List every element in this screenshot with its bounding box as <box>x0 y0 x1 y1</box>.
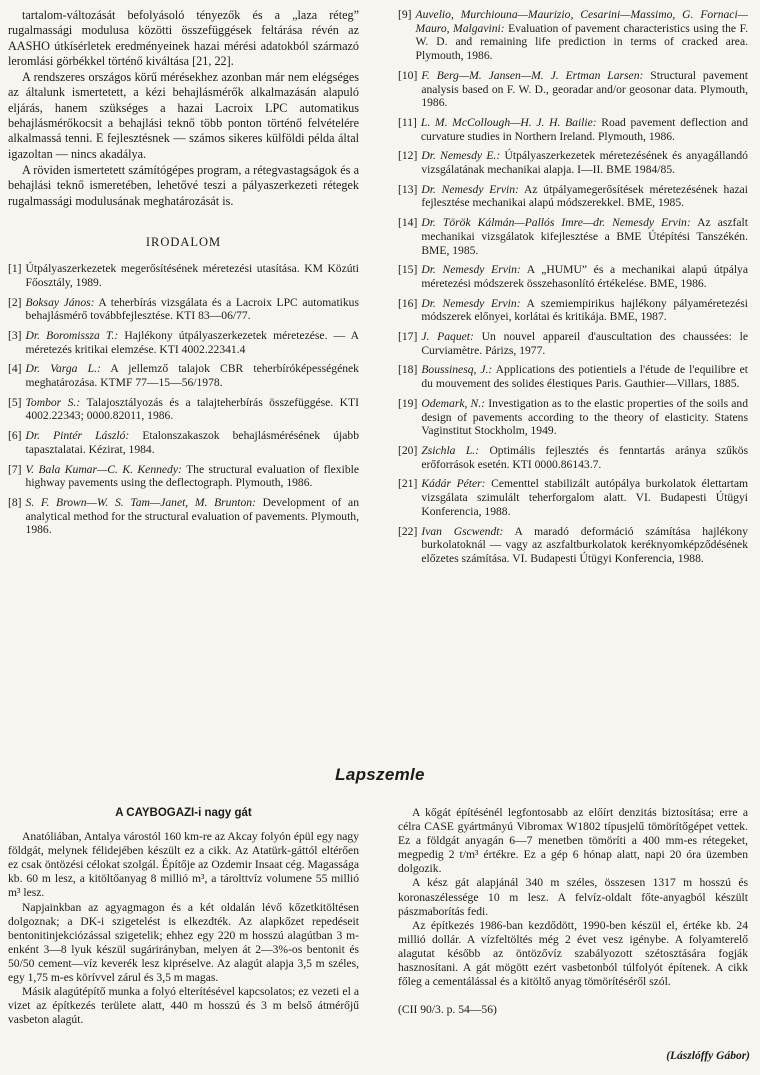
reference-number: [22] <box>398 524 418 538</box>
reference-authors: V. Bala Kumar—C. K. Kennedy: <box>25 462 182 476</box>
paragraph: A rendszeres országos körű mérésekhez azonban már nem elégséges az általunk ismertetett, a kézi behajlásmérők alkalmazásán alapuló eljárás, hanem szükséges a hazai Lacroix LPC automatikus behajlásmérőkocsit a behajlási teknő több ponton történő felvételére alkalmassá tenni. E fejlesztésnek — számos sikeres külföldi példa által igazoltan — nincs akadálya. <box>8 70 359 161</box>
reference-item <box>8 262 359 289</box>
reference-text: Cementtel stabilizált autópálya burkolatok élettartam vizsgálata szimulált teherforgalom alatt. VI. Budapesti Útügyi Konferencia, 1988. <box>421 477 748 518</box>
reference-body <box>26 429 359 456</box>
reference-item <box>398 8 748 63</box>
reference-number: [14] <box>398 216 418 230</box>
paragraph: A kész gát alapjánál 340 m széles, összesen 1317 m hosszú és koronaszélessége 10 m lesz. A felvíz-oldalt főte-anyagból készült pászmaborítás fedi. <box>398 876 748 918</box>
reference-item <box>8 429 359 456</box>
reference-body <box>26 262 359 289</box>
reference-text: The structural evaluation of flexible highway pavements using the deflectograph. Plymouth, 1986. <box>25 462 359 490</box>
reference-item <box>8 463 359 490</box>
reference-item <box>398 216 748 257</box>
reference-number: [2] <box>8 295 22 309</box>
reference-body <box>416 8 748 63</box>
reference-body <box>26 396 359 423</box>
reference-body <box>421 397 748 438</box>
paragraph: tartalom-változását befolyásoló tényezők és a „laza réteg” rugalmassági modulusa közötti összefüggések feltárása révén az AASHO útkísérletek eredményeinek hazai mérési adatokból származó leromlási görbékkel történő kiváltása [21, 22]. <box>8 8 359 68</box>
reference-authors: Dr. Boromissza T.: <box>25 328 119 342</box>
paragraph: Az építkezés 1986-ban kezdődött, 1990-ben készül el, értéke kb. 24 millió dollár. A vízfeltöltés még 2 évet vesz igénybe. A folyamterelő alagutat később az öntözővíz szabályozott szétosztására fogják hasznosítani. A gát mögött ezért vasbetonból túlfolyót építenek. A cikk főleg a cementálással és a kitöltő anyag tömörítéséről szól. <box>398 918 748 989</box>
reference-authors: Tombor S.: <box>25 395 81 409</box>
reference-body <box>421 330 748 357</box>
reference-body <box>26 496 359 537</box>
reference-item <box>398 444 748 471</box>
reference-text: Investigation as to the elastic properties of the soils and design of pavements according to the theory of elasticity. Statens Vaginstitut Stockholm, 1949. <box>421 396 748 438</box>
reference-body <box>421 297 748 324</box>
reference-authors: Dr. Pintér László: <box>25 429 130 443</box>
reference-authors: Ivan Gscwendt: <box>421 524 504 538</box>
reference-number: [18] <box>398 363 418 377</box>
review-right-column <box>398 806 748 1017</box>
reference-item <box>8 496 359 537</box>
reference-number: [6] <box>8 429 22 443</box>
paragraph: A kőgát építésénél legfontosabb az előírt denzitás biztosítása; erre a célra CASE gyártmányú Vibromax W1802 típusjelű tömörítőgépet vettek. Ez a földgát anyagán 6—7 menetben tömöríti a 400 mm-es rétegeket, megpedig 2 t/m³ értékre. Ez a gép 6 hónap alatt, napi 20 óra üzemben dolgozik. <box>398 806 748 876</box>
reference-text: Development of an analytical method for the structural evaluation of pavements. Plymouth, 1986. <box>25 496 359 537</box>
reference-item <box>398 69 748 110</box>
reference-item <box>398 116 748 143</box>
paragraph: Anatóliában, Antalya várostól 160 km-re az Akcay folyón épül egy nagy földgát, melynek félidejében készült ez a cikk. Az Atatürk-gáttól eltérően ez csak öntözési célokat szolgál. Építője az Ozdemir Insaat cég. Magassága kb. 60 m lesz, a kitöltőanyag 8 millió m³, a tárolttvíz volumene 55 millió m³ lesz. <box>8 830 359 900</box>
reference-body <box>421 525 748 566</box>
reference-text: Talajosztályozás és a talajteherbírás összefüggése. KTI 4002.22343; 0000.82011, 1986. <box>25 395 359 423</box>
reference-authors: Auvelio, Murchiouna—Maurizio, Cesarini—Massimo, G. Fornaci—Mauro, Malgavini: <box>415 8 748 35</box>
reference-text: Útpályaszerkezetek megerősítésének méretezési utasítása. KM Közúti Főosztály, 1989. <box>25 262 359 289</box>
reference-authors: Dr. Nemesdy E.: <box>421 149 501 163</box>
reference-body <box>421 216 748 257</box>
reference-body <box>421 363 748 390</box>
reference-body <box>26 463 359 490</box>
reference-authors: Odemark, N.: <box>421 396 486 410</box>
reference-text: Optimális fejlesztés és fenntartás aránya szűkös erőforrások esetén. KTI 0000.86143.7. <box>421 443 748 471</box>
reference-body <box>421 444 748 471</box>
reference-number: [20] <box>398 443 418 457</box>
reference-item <box>398 397 748 438</box>
reference-item <box>398 525 748 566</box>
reference-text: A jellemző talajok CBR teherbíróképességének meghatározása. KTMF 77—15—56/1978. <box>25 362 359 390</box>
reference-text: Az útpályamegerősítések méretezésének hazai fejlesztése mechanikai alapú módszerekkel. BME, 1985. <box>421 182 748 210</box>
reviewer-name: (Lászlóffy Gábor) <box>666 1050 750 1062</box>
reference-text: Structural pavement analysis based on F. W. D., georadar and/or geosonar data. Plymouth, 1986. <box>421 68 748 110</box>
reference-authors: Dr. Nemesdy Ervin: <box>421 296 521 310</box>
reference-text: A szemiempirikus hajlékony pályaméretezési módszerek előnyei, korlátai és kritikája. BME, 1987. <box>421 296 748 324</box>
reference-authors: F. Berg—M. Jansen—M. J. Ertman Larsen: <box>421 68 644 82</box>
reference-body <box>26 296 359 323</box>
reference-item <box>398 263 748 290</box>
reference-body <box>421 149 748 176</box>
left-column <box>8 8 359 543</box>
reference-text: A maradó deformáció számítása hajlékony burkolatoknál — vagy az aszfaltburkolatok keréknyomképződésének előzetes számítása. VI. Budapesti Útügyi Konferencia, 1988. <box>421 524 748 565</box>
reference-text: A teherbírás vizsgálata és a Lacroix LPC automatikus behajlásmérő továbbfejlesztése. KTI 83—06/77. <box>25 295 359 323</box>
reference-authors: Dr. Nemesdy Ervin: <box>421 182 519 196</box>
reference-body <box>421 477 748 518</box>
reference-number: [13] <box>398 182 418 196</box>
reference-text: A „HUMU” és a mechanikai alapú útpálya méretezési módszerek összehasonlító értékelése. BME, 1986. <box>421 263 749 290</box>
reference-number: [5] <box>8 395 22 409</box>
reference-item <box>8 396 359 423</box>
reference-text: Útpályaszerkezetek méretezésének és anyagállandó vizsgálatának mechanikai alapja. I—II. BME 1984/85. <box>421 149 748 177</box>
reference-item <box>8 362 359 389</box>
reference-authors: Dr. Nemesdy Ervin: <box>421 263 521 277</box>
reference-authors: L. M. McCollough—H. J. H. Bailie: <box>420 115 597 129</box>
reference-authors: Dr. Török Kálmán—Pallós Imre—dr. Nemesdy Ervin: <box>421 216 691 230</box>
review-body-left <box>8 830 359 1027</box>
references-heading: IRODALOM <box>145 234 222 249</box>
reference-text: Evaluation of pavement characteristics using the F. W. D. and remaining life prediction in terms of cracked area. Plymouth, 1986. <box>415 21 748 63</box>
reference-authors: S. F. Brown—W. S. Tam—Janet, M. Brunton: <box>25 496 256 509</box>
reference-authors: Boksay János: <box>25 295 95 309</box>
article-title: A CAYBOGAZI-i nagy gát <box>115 807 252 819</box>
body-text <box>8 8 359 209</box>
reference-number: [21] <box>398 477 418 491</box>
reference-item <box>398 149 748 176</box>
reference-text: Hajlékony útpályaszerkezetek méretezése. — A méretezés kritikai elemzése. KTI 4002.22341.4 <box>25 328 360 356</box>
reference-text: Road pavement deflection and curvature studies in Northern Ireland. Plymouth, 1986. <box>420 115 748 143</box>
reference-number: [9] <box>398 8 412 21</box>
reference-text: Az aszfalt mechanikai vizsgálatok kifejlesztése a BME Útépítési Tanszékén. BME, 1985. <box>421 216 748 257</box>
reference-text: Applications des potientiels a l'étude de l'equilibre et du mouvement des solides élestiques Paris. Gauthier—Villars, 1885. <box>421 363 748 391</box>
reference-item <box>398 183 748 210</box>
reference-item <box>8 296 359 323</box>
review-left-column <box>8 806 359 1027</box>
reference-number: [17] <box>398 330 418 344</box>
review-source: (CII 90/3. p. 54—56) <box>398 1003 497 1017</box>
reference-number: [8] <box>8 496 22 509</box>
reference-number: [11] <box>398 115 417 129</box>
reference-number: [3] <box>8 328 22 342</box>
reference-number: [7] <box>8 462 22 476</box>
reference-text: Un nouvel appareil d'auscultation des chaussées: le Curviamètre. Párizs, 1977. <box>421 330 748 357</box>
reference-item <box>398 477 748 518</box>
right-column <box>398 8 748 572</box>
reference-authors: Dr. Varga L.: <box>25 362 101 376</box>
reference-item <box>398 330 748 357</box>
paragraph: Napjainkban az agyagmagon és a két oldalán lévő kőzetkitöltésen dolgoznak; a DK-i szigetelést is elkezdték. Az alapkőzet repedéseit bentonitinjekciózással szigetelik; ehhez egy 220 m hosszú alagútban 3 m-enként 3—8 lyuk készül sugárirányban, melyen át 2—3%-os bentonit és 50/50 cement—víz keverék lesz kipréselve. Az alagút alapja 3,5 m széles, egy 1,75 m-es körívvel zárul és 3,5 m magas. <box>8 900 359 985</box>
reference-number: [16] <box>398 296 418 310</box>
reference-list-left <box>8 262 359 537</box>
reference-text: Etalonszakaszok behajlásmérésének újabb tapasztalatai. Kézirat, 1984. <box>25 429 359 456</box>
reference-item <box>8 329 359 356</box>
paragraph: A röviden ismertetett számítógépes program, a rétegvastagságok és a behajlási teknő ismeretében, lehetővé teszi a pályaszerkezeti rétegek rugalmassági modulusának meghatározását is. <box>8 162 359 208</box>
reference-list-right <box>398 8 748 566</box>
reference-authors: Boussinesq, J.: <box>421 363 493 377</box>
section-title: Lapszemle <box>335 765 425 784</box>
reference-body <box>421 183 748 210</box>
reference-number: [4] <box>8 362 22 376</box>
reference-authors: Kádár Péter: <box>421 477 486 491</box>
reference-number: [12] <box>398 149 418 163</box>
reference-item <box>398 363 748 390</box>
paragraph: Másik alagútépítő munka a folyó elterítésével kapcsolatos; ez vezeti el a vizet az építkezés területe alatt, 440 m hosszú és 3 m belső átmérőjű vasbeton alagút. <box>8 985 359 1027</box>
reference-number: [15] <box>398 263 418 277</box>
reference-body <box>421 116 748 143</box>
reference-body <box>26 362 359 389</box>
reference-item <box>398 297 748 324</box>
reference-number: [10] <box>398 68 418 82</box>
review-body-right <box>398 806 748 989</box>
reference-body <box>421 69 748 110</box>
reference-authors: Zsichla L.: <box>421 443 480 457</box>
reference-body <box>421 263 748 290</box>
reference-number: [19] <box>398 396 418 410</box>
reference-authors: J. Paquet: <box>421 330 474 344</box>
reference-number: [1] <box>8 262 22 276</box>
reference-body <box>26 329 359 356</box>
